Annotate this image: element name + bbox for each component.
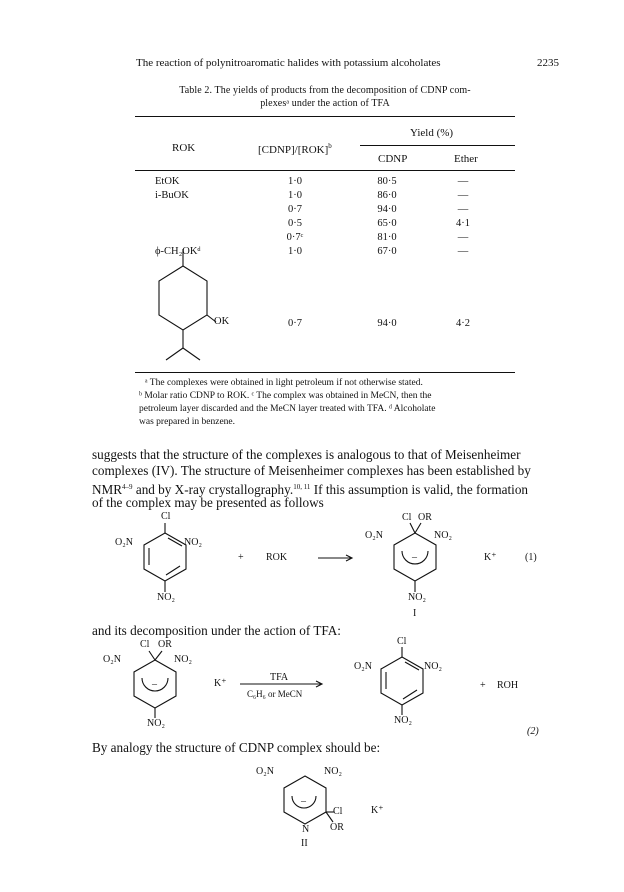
scheme1-eq-number: (1) <box>525 552 537 563</box>
scheme2-kplus: K⁺ <box>214 678 227 689</box>
table-row-6-ratio: 1·0 <box>288 246 302 257</box>
decomposition-text: and its decomposition under the action of TFA: <box>92 623 341 638</box>
scheme2-reagent: TFA <box>270 672 289 683</box>
scheme3-o2n: O₂N <box>256 766 274 777</box>
col-header-ether: Ether <box>454 153 478 165</box>
table-row-3-cdnp: 94·0 <box>377 204 397 215</box>
scheme2-roh: ROH <box>497 680 519 691</box>
scheme1-no2: NO₂ <box>184 537 202 548</box>
body-ref-2: 10, 11 <box>293 483 311 491</box>
scheme2-o2n: O₂N <box>103 654 121 665</box>
scheme3-no2: NO₂ <box>324 766 342 777</box>
scheme3-kplus: K⁺ <box>371 805 384 816</box>
table-row-1-ether: — <box>457 176 469 187</box>
table-row-3-ether: — <box>457 204 469 215</box>
scheme2-no2-bottom-2: NO₂ <box>394 715 412 726</box>
table-row-1-rok: EtOK <box>155 176 180 187</box>
table-row-7-ratio: 0·7 <box>288 318 302 329</box>
scheme2-o2n-2: O₂N <box>354 661 372 672</box>
table-row-2-rok: i-BuOK <box>155 190 189 201</box>
table-row-6-cdnp: 67·0 <box>377 246 397 257</box>
scheme1-no2-bottom: NO₂ <box>157 592 175 603</box>
scheme2-no2-bottom: NO₂ <box>147 718 165 729</box>
scheme1-o2n: O₂N <box>115 537 133 548</box>
scheme1-cl-2: Cl <box>402 512 412 523</box>
ring-ok-label: OK <box>214 316 230 327</box>
table-footnote-3: petroleum layer discarded and the MeCN layer treated with TFA. ᵈ Alcoholate <box>139 404 436 414</box>
table-row-6-rok: ϕ-CH₂OKᵈ <box>155 246 201 257</box>
table-row-5-ratio: 0·7ᶜ <box>286 232 304 243</box>
scheme2-minus: – <box>152 679 157 690</box>
table-row-7-cdnp: 94·0 <box>377 318 397 329</box>
table-row-4-cdnp: 65·0 <box>377 218 397 229</box>
or-bond-5 <box>326 812 333 822</box>
scheme2-eq-number: (2) <box>527 726 539 737</box>
scheme1-no2-bottom-2: NO₂ <box>408 592 426 603</box>
scheme2-no2-2: NO₂ <box>424 661 442 672</box>
table-caption-line1: Table 2. The yields of products from the decomposition of CDNP com- <box>179 85 471 96</box>
table-row-3-ratio: 0·7 <box>288 204 302 215</box>
running-title: The reaction of polynitroaromatic halides with potassium alcoholates <box>136 57 441 69</box>
scheme3-label-ii: II <box>301 838 308 849</box>
scheme1-cl: Cl <box>161 511 171 522</box>
scheme2-cl-2: Cl <box>397 636 407 647</box>
scheme1-rok: ROK <box>266 552 288 563</box>
table-row-1-ratio: 1·0 <box>288 176 302 187</box>
table-row-1-cdnp: 80·5 <box>377 176 397 187</box>
table-row-4-ratio: 0·5 <box>288 218 302 229</box>
table-row-5-cdnp: 81·0 <box>377 232 397 243</box>
scheme1-or-2: OR <box>418 512 432 523</box>
col-header-ratio-text: [CDNP]/[ROK] <box>258 144 329 156</box>
scheme2-cl: Cl <box>140 639 150 650</box>
scheme1-minus: – <box>412 552 417 563</box>
table-footnote-4: was prepared in benzene. <box>139 417 236 427</box>
col-header-rok: ROK <box>172 142 196 154</box>
table-row-7-ether: 4·2 <box>456 318 470 329</box>
table-footnote-2: ᵇ Molar ratio CDNP to ROK. ᶜ The complex was obtained in MeCN, then the <box>139 391 432 401</box>
table-row-2-ratio: 1·0 <box>288 190 302 201</box>
scheme2-or: OR <box>158 639 172 650</box>
scheme2-plus: + <box>480 680 486 691</box>
col-header-cdnp: CDNP <box>378 153 408 165</box>
scheme1-plus: + <box>238 552 244 563</box>
analogy-text: By analogy the structure of CDNP complex should be: <box>92 740 381 755</box>
table-caption-line2: plexesᵃ under the action of TFA <box>260 98 390 109</box>
body-line-1: suggests that the structure of the complexes is analogous to that of Meisenheimer <box>92 447 521 462</box>
table-row-5-ether: — <box>457 232 469 243</box>
table-footnote-1: ᵃ The complexes were obtained in light petroleum if not otherwise stated. <box>145 378 423 388</box>
scheme3-n: N <box>302 824 310 835</box>
scheme1-label-i: I <box>413 608 417 619</box>
body-line-4: of the complex may be presented as follows <box>92 495 324 510</box>
table-row-2-cdnp: 86·0 <box>377 190 397 201</box>
table-row-6-ether: — <box>457 246 469 257</box>
scheme2-no2: NO₂ <box>174 654 192 665</box>
col-header-yield: Yield (%) <box>410 127 454 139</box>
body-formation: If this assumption is valid, the formation <box>310 482 529 497</box>
page-number: 2235 <box>537 57 559 69</box>
body-nmr: NMR <box>92 482 123 497</box>
scheme3-or: OR <box>330 822 344 833</box>
scheme3-cl: Cl <box>333 806 343 817</box>
scheme1-no2-2: NO₂ <box>434 530 452 541</box>
body-xray: and by X-ray crystallography. <box>132 482 294 497</box>
scheme1-kplus: K⁺ <box>484 552 497 563</box>
body-line-2: complexes (IV). The structure of Meisenheimer complexes has been established by <box>92 463 531 478</box>
scheme3-minus: – <box>301 796 306 807</box>
scheme2-solvent: C₆H₆ or MeCN <box>247 689 303 699</box>
body-ref-1: 4–9 <box>122 483 133 491</box>
col-header-ratio-sup: b <box>328 142 332 150</box>
scheme1-o2n-2: O₂N <box>365 530 383 541</box>
table-row-4-ether: 4·1 <box>456 218 470 229</box>
table-row-2-ether: — <box>457 190 469 201</box>
